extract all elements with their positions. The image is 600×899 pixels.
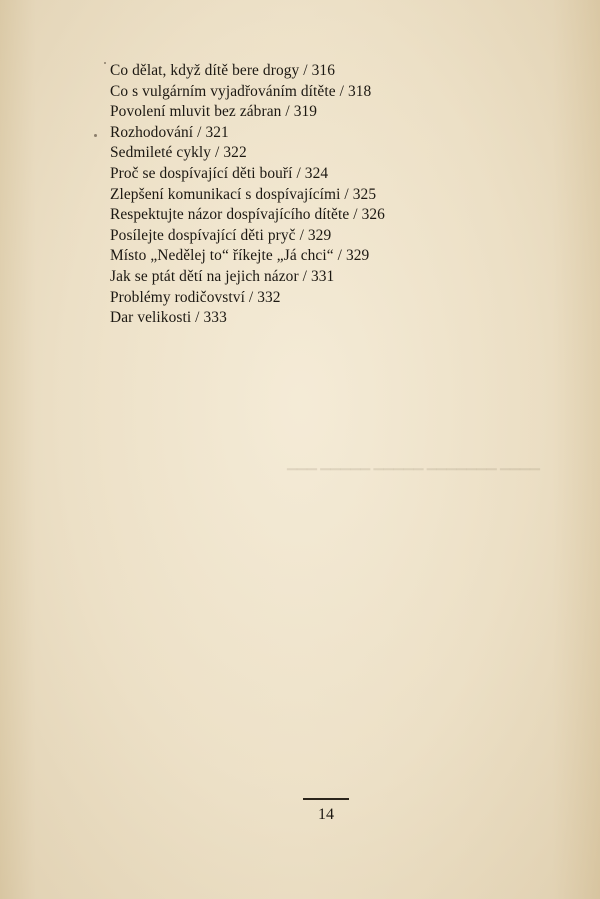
toc-entry: Proč se dospívající děti bouří / 324 xyxy=(110,164,329,182)
toc-entry: Dar velikosti / 333 xyxy=(110,309,227,327)
toc-entry: Rozhodování / 321 xyxy=(110,123,229,141)
toc-entry: Zlepšení komunikací s dospívajícími / 325 xyxy=(110,185,377,203)
toc-entry: Místo „Nedělej to“ říkejte „Já chci“ / 329 xyxy=(110,247,370,265)
page-number: 14 xyxy=(318,806,334,823)
toc-entry: Co dělat, když dítě bere drogy / 316 xyxy=(110,62,335,79)
toc-entry: Sedmileté cykly / 322 xyxy=(110,144,247,162)
bleed-through-text: ▁▁▁▁ ▁▁▁▁▁▁▁ ▁▁▁▁▁ ▁▁▁▁▁ ▁▁▁ xyxy=(287,455,540,470)
toc-entry: Jak se ptát dětí na jejich názor / 331 xyxy=(110,267,335,285)
toc-entry: Povolení mluvit bez zábran / 319 xyxy=(110,103,318,121)
toc-entry: Co s vulgárním vyjadřováním dítěte / 318 xyxy=(110,82,372,100)
table-of-contents xyxy=(110,61,530,329)
toc-entry: Problémy rodičovství / 332 xyxy=(110,288,281,306)
paper-speck xyxy=(104,62,106,64)
footer-rule xyxy=(303,798,349,800)
toc-entry: Posílejte dospívající děti pryč / 329 xyxy=(110,226,332,244)
paper-speck xyxy=(94,134,97,137)
toc-entry: Respektujte názor dospívajícího dítěte / 326 xyxy=(110,206,385,224)
